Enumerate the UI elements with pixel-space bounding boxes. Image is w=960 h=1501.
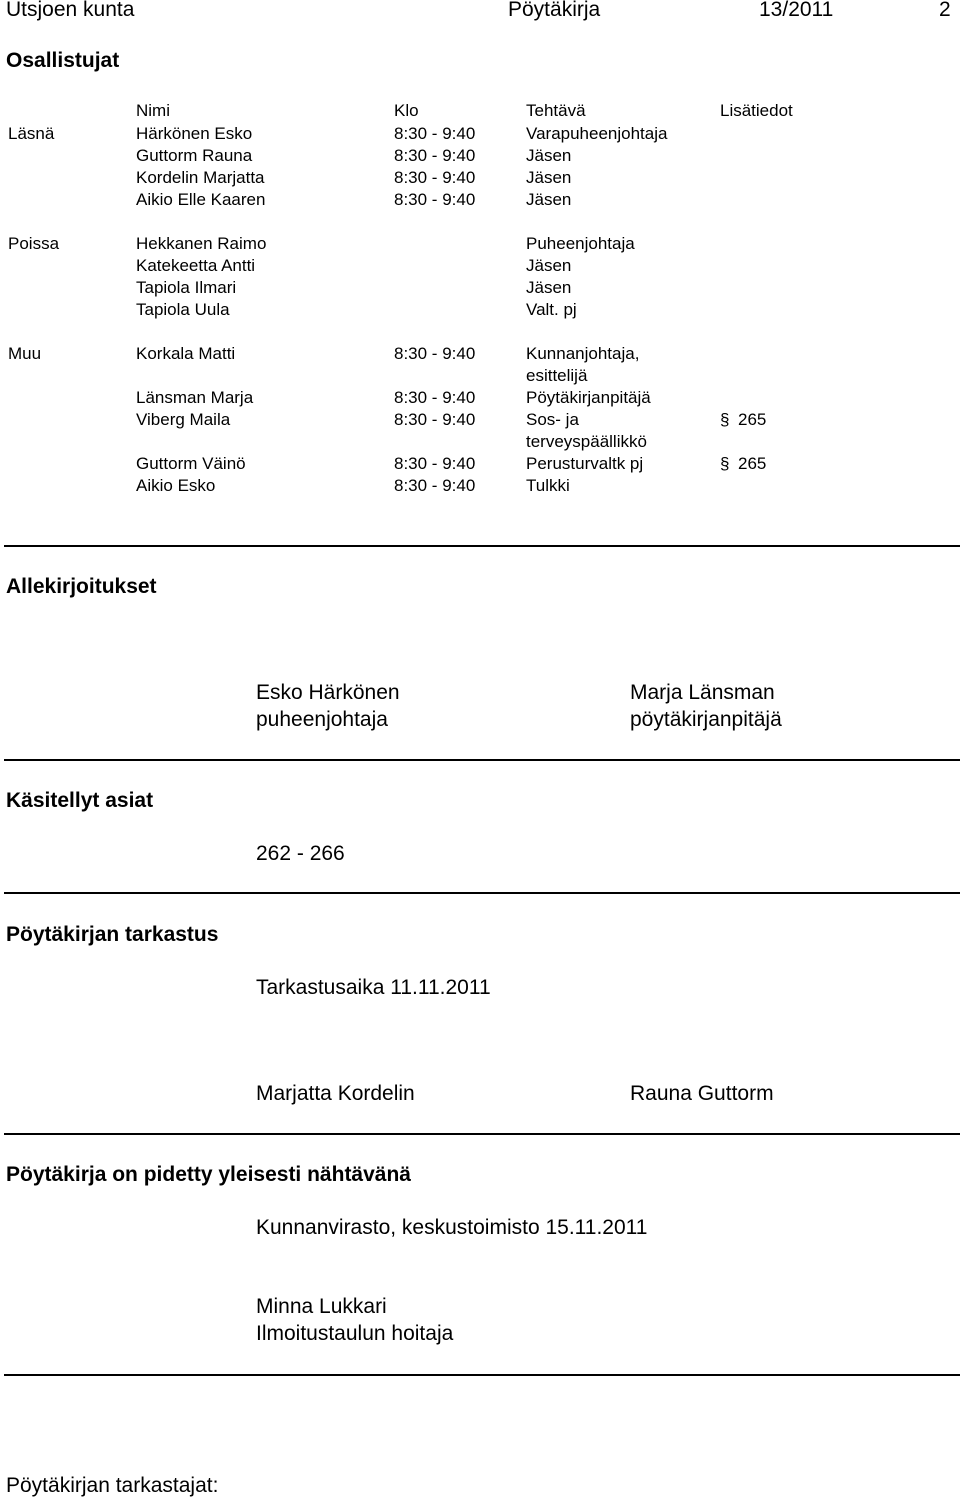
group-label-other: Muu <box>8 344 42 363</box>
attendee-name: Tapiola Uula <box>136 300 230 319</box>
attendee-name: Tapiola Ilmari <box>136 278 237 297</box>
attendee-name: Viberg Maila <box>136 410 231 429</box>
attendee-time: 8:30 - 9:40 <box>394 344 476 363</box>
column-header-role: Tehtävä <box>526 101 586 120</box>
attendees-title: Osallistujat <box>6 49 120 72</box>
attendee-role: Jäsen <box>526 256 572 275</box>
attendee-extra: 265 <box>738 454 767 473</box>
attendee-role: Jäsen <box>526 146 572 165</box>
attendee-role: Jäsen <box>526 190 572 209</box>
column-header-time: Klo <box>394 101 419 120</box>
attendee-time: 8:30 - 9:40 <box>394 454 476 473</box>
section-symbol: § <box>720 454 730 473</box>
municipality-name: Utsjoen kunta <box>6 0 135 21</box>
display-person-role: Ilmoitustaulun hoitaja <box>256 1322 454 1345</box>
signer-left-name: Esko Härkönen <box>256 681 400 704</box>
attendee-name: Korkala Matti <box>136 344 236 363</box>
divider <box>4 1374 960 1376</box>
attendee-time: 8:30 - 9:40 <box>394 146 476 165</box>
display-person: Minna Lukkari <box>256 1295 387 1318</box>
column-header-name: Nimi <box>136 101 170 120</box>
attendee-name: Hekkanen Raimo <box>136 234 267 253</box>
review-time: Tarkastusaika 11.11.2011 <box>256 976 491 999</box>
column-header-extra: Lisätiedot <box>720 101 793 120</box>
divider <box>4 545 960 547</box>
attendee-name: Guttorm Rauna <box>136 146 253 165</box>
group-label-absent: Poissa <box>8 234 60 253</box>
document-type: Pöytäkirja <box>508 0 601 21</box>
signatures-title: Allekirjoitukset <box>6 575 157 598</box>
attendee-name: Katekeetta Antti <box>136 256 256 275</box>
reviewers-label: Pöytäkirjan tarkastajat: <box>6 1474 219 1497</box>
attendee-role: Perusturvaltk pj <box>526 454 644 473</box>
signer-left-role: puheenjohtaja <box>256 708 388 731</box>
attendee-role: Valt. pj <box>526 300 577 319</box>
display-title: Pöytäkirja on pidetty yleisesti nähtävänä <box>6 1163 411 1186</box>
handled-range: 262 - 266 <box>256 842 345 865</box>
attendee-time: 8:30 - 9:40 <box>394 476 476 495</box>
attendee-name: Aikio Elle Kaaren <box>136 190 266 209</box>
attendee-role: Pöytäkirjanpitäjä <box>526 388 651 407</box>
divider <box>4 1133 960 1135</box>
attendee-extra: 265 <box>738 410 767 429</box>
attendee-role: Tulkki <box>526 476 570 495</box>
attendee-role: Jäsen <box>526 278 572 297</box>
reviewer-2: Rauna Guttorm <box>630 1082 774 1105</box>
attendee-name: Länsman Marja <box>136 388 254 407</box>
divider <box>4 892 960 894</box>
divider <box>4 759 960 761</box>
attendee-time: 8:30 - 9:40 <box>394 168 476 187</box>
attendee-name: Guttorm Väinö <box>136 454 246 473</box>
review-title: Pöytäkirjan tarkastus <box>6 923 219 946</box>
attendee-role: Varapuheenjohtaja <box>526 124 668 143</box>
group-label-present: Läsnä <box>8 124 55 143</box>
page-number: 2 <box>939 0 951 21</box>
attendee-time: 8:30 - 9:40 <box>394 190 476 209</box>
handled-title: Käsitellyt asiat <box>6 789 154 812</box>
attendee-name: Härkönen Esko <box>136 124 253 143</box>
attendee-name: Kordelin Marjatta <box>136 168 265 187</box>
attendee-role: Puheenjohtaja <box>526 234 635 253</box>
attendee-time: 8:30 - 9:40 <box>394 124 476 143</box>
attendee-time: 8:30 - 9:40 <box>394 410 476 429</box>
document-number: 13/2011 <box>759 0 834 21</box>
attendee-role: Sos- ja <box>526 410 579 429</box>
display-place: Kunnanvirasto, keskustoimisto 15.11.2011 <box>256 1216 648 1239</box>
attendee-role-continued: terveyspäällikkö <box>526 432 647 451</box>
signer-right-name: Marja Länsman <box>630 681 775 704</box>
attendee-role: Jäsen <box>526 168 572 187</box>
section-symbol: § <box>720 410 730 429</box>
attendee-role-continued: esittelijä <box>526 366 588 385</box>
attendee-time: 8:30 - 9:40 <box>394 388 476 407</box>
reviewer-1: Marjatta Kordelin <box>256 1082 415 1105</box>
signer-right-role: pöytäkirjanpitäjä <box>630 708 782 731</box>
attendee-role: Kunnanjohtaja, <box>526 344 640 363</box>
attendee-name: Aikio Esko <box>136 476 216 495</box>
